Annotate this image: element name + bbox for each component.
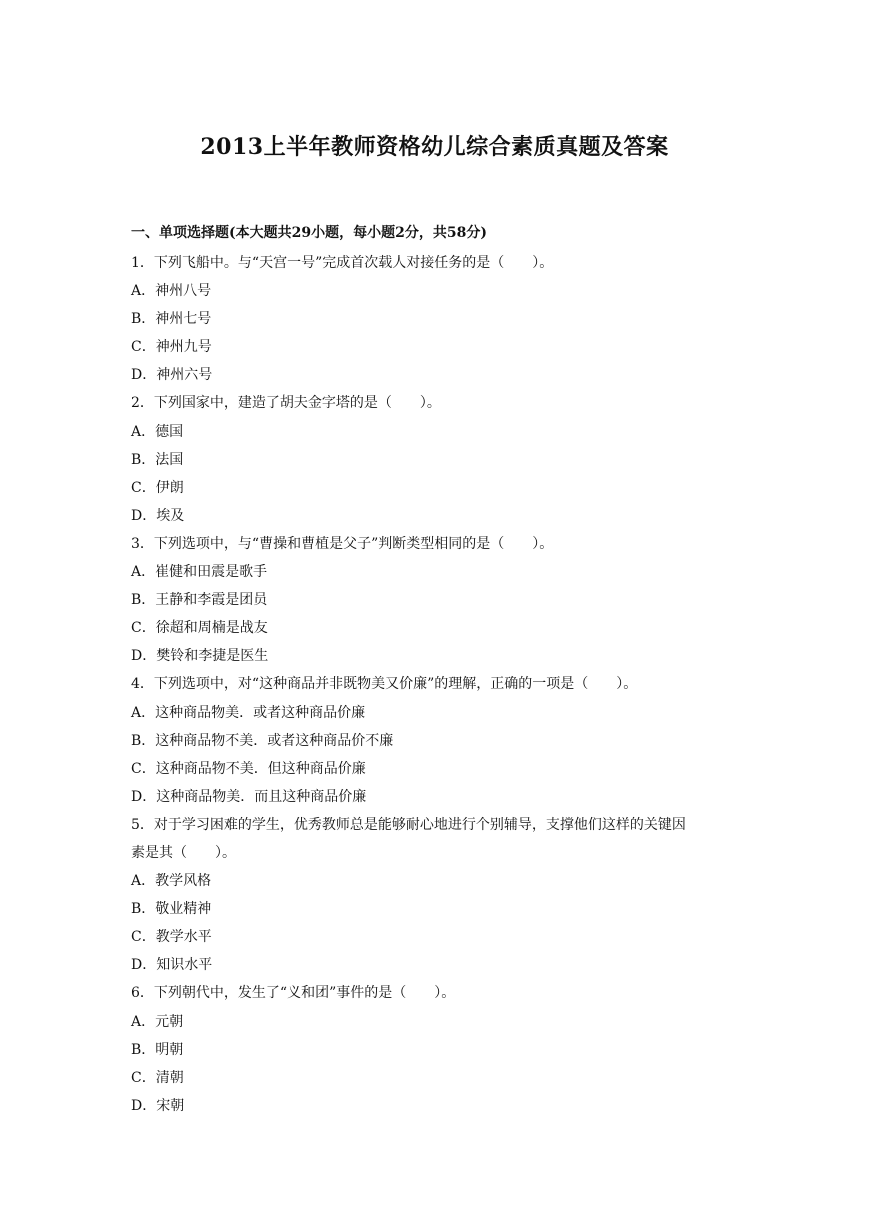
question-block bbox=[131, 811, 751, 980]
question-stem: 4．下列选项中，对“这种商品并非既物美又价廉”的理解，正确的一项是（ ）。 bbox=[131, 676, 638, 693]
answer-option: A．这种商品物美．或者这种商品价廉 bbox=[131, 704, 366, 721]
answer-option: D．这种商品物美．而且这种商品价廉 bbox=[131, 788, 367, 805]
question-stem: 3．下列选项中，与“曹操和曹植是父子”判断类型相同的是（ ）。 bbox=[131, 535, 554, 552]
question-block bbox=[131, 249, 751, 389]
answer-option: A．教学风格 bbox=[131, 873, 212, 890]
answer-option: B．敬业精神 bbox=[131, 901, 212, 918]
answer-option: B．法国 bbox=[131, 451, 184, 468]
answer-option: D．神州六号 bbox=[131, 367, 213, 384]
answer-option: D．埃及 bbox=[131, 507, 185, 524]
answer-option: C．教学水平 bbox=[131, 929, 212, 946]
answer-option: C．神州九号 bbox=[131, 339, 212, 356]
answer-option: C．徐超和周楠是战友 bbox=[131, 620, 268, 637]
answer-option: C．伊朗 bbox=[131, 479, 184, 496]
question-list bbox=[131, 249, 751, 1120]
answer-option: A．元朝 bbox=[131, 1013, 184, 1030]
question-block bbox=[131, 670, 751, 810]
document-title: 2013上半年教师资格幼儿综合素质真题及答案 bbox=[200, 134, 669, 160]
answer-option: A．德国 bbox=[131, 423, 184, 440]
question-stem: 6．下列朝代中，发生了“义和团”事件的是（ ）。 bbox=[131, 985, 456, 1002]
answer-option: D．知识水平 bbox=[131, 957, 213, 974]
question-block bbox=[131, 979, 751, 1119]
answer-option: C．清朝 bbox=[131, 1069, 184, 1086]
question-stem: 2．下列国家中，建造了胡夫金字塔的是（ ）。 bbox=[131, 395, 441, 412]
answer-option: B．这种商品物不美．或者这种商品价不廉 bbox=[131, 732, 394, 749]
answer-option: B．神州七号 bbox=[131, 311, 212, 328]
answer-option: B．王静和李霞是团员 bbox=[131, 592, 268, 609]
question-block bbox=[131, 389, 751, 529]
answer-option: B．明朝 bbox=[131, 1041, 184, 1058]
answer-option: A．崔健和田震是歌手 bbox=[131, 564, 268, 581]
question-stem: 1．下列飞船中。与“天宫一号”完成首次载人对接任务的是（ ）。 bbox=[131, 255, 554, 271]
answer-option: C．这种商品物不美．但这种商品价廉 bbox=[131, 760, 366, 777]
answer-option: D．宋朝 bbox=[131, 1097, 185, 1114]
section-header: 一、单项选择题(本大题共29小题，每小题2分，共58分) bbox=[131, 225, 487, 241]
answer-option: A．神州八号 bbox=[131, 283, 212, 300]
question-stem: 素是其（ ）。 bbox=[131, 844, 236, 861]
question-stem: 5．对于学习困难的学生，优秀教师总是能够耐心地进行个别辅导，支撑他们这样的关键因 bbox=[131, 816, 686, 833]
answer-option: D．樊铃和李捷是医生 bbox=[131, 648, 269, 665]
question-block bbox=[131, 530, 751, 670]
